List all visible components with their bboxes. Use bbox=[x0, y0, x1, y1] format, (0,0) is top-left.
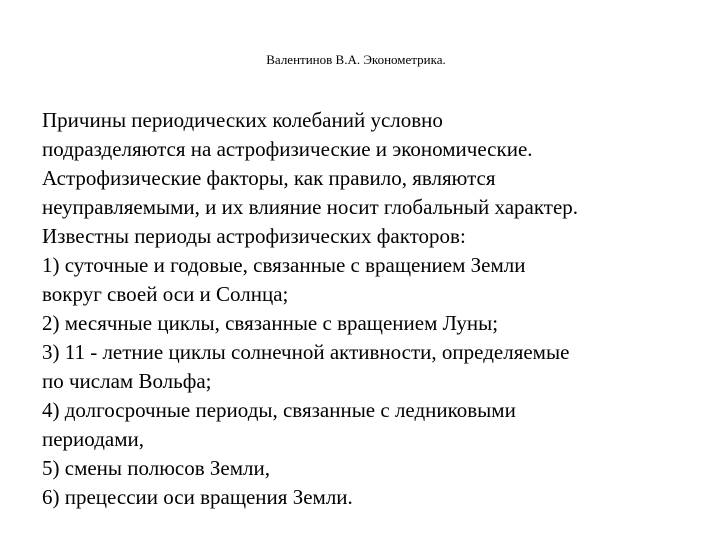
slide-header bbox=[0, 52, 720, 68]
list-item-3: 3) 11 - летние циклы солнечной активности, определяемые bbox=[42, 340, 570, 364]
text-line: подразделяются на астрофизические и экономические. bbox=[42, 137, 533, 161]
list-item-3-continuation: по числам Вольфа; bbox=[42, 369, 212, 393]
text-line: Астрофизические факторы, как правило, являются bbox=[42, 166, 496, 190]
header-text: Валентинов В.А. Эконометрика. bbox=[266, 52, 446, 67]
body-text bbox=[42, 106, 702, 512]
text-line: неуправляемыми, и их влияние носит глобальный характер. bbox=[42, 195, 579, 219]
list-item-6: 6) прецессии оси вращения Земли. bbox=[42, 485, 353, 509]
list-item-2: 2) месячные циклы, связанные с вращением Луны; bbox=[42, 311, 499, 335]
text-line: Причины периодических колебаний условно bbox=[42, 108, 443, 132]
text-line: Известны периоды астрофизических факторов: bbox=[42, 224, 466, 248]
list-item-1-continuation: вокруг своей оси и Солнца; bbox=[42, 282, 289, 306]
list-item-5: 5) смены полюсов Земли, bbox=[42, 456, 270, 480]
list-item-4-continuation: периодами, bbox=[42, 427, 144, 451]
list-item-1: 1) суточные и годовые, связанные с вращением Земли bbox=[42, 253, 526, 277]
list-item-4: 4) долгосрочные периоды, связанные с ледниковыми bbox=[42, 398, 516, 422]
